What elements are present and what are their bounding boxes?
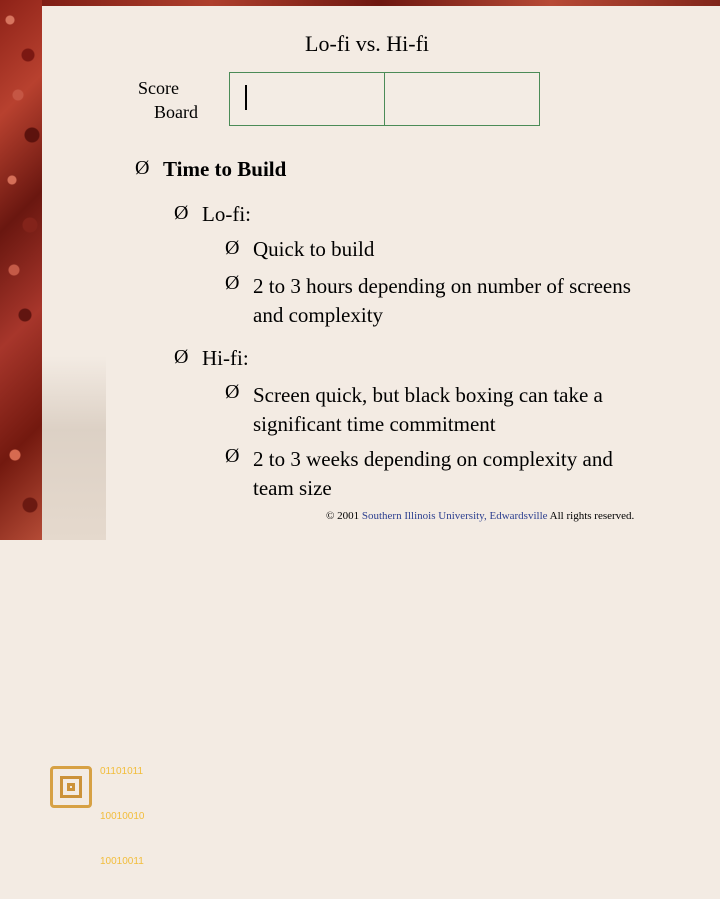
decorative-left-strip [0,0,42,540]
bullet-hifi-weeks-text [253,445,683,503]
bullet-hifi-weeks-line-2: team size [253,476,332,500]
binary-line-2: 10010010 [100,811,145,822]
bullet-lofi-quick-build [225,237,374,262]
decorative-top-strip [42,0,720,6]
footer-university: Southern Illinois University, Edwardsville [361,510,548,522]
score-mark [245,85,247,110]
bullet-lofi-hours-text [253,272,683,330]
bullet-hifi-text: Hi-fi: [202,346,249,370]
arrow-bullet-icon: Ø [225,237,240,259]
score-board-cell-2 [385,73,539,125]
binary-line-3: 10010011 [100,856,144,867]
bullet-hifi-screen-quick-text [253,381,683,439]
score-board-table [229,72,540,126]
bullet-lofi [174,202,251,226]
bullet-lofi-hours [225,272,683,330]
bullet-hifi-weeks-line-1: 2 to 3 weeks depending on complexity and [253,447,613,471]
arrow-bullet-icon: Ø [225,272,240,294]
score-board-cell-1 [230,73,385,125]
arrow-bullet-icon: Ø [225,381,240,403]
binary-pattern [100,734,145,899]
bullet-hifi-screen-quick-line-1: Screen quick, but black boxing can take a [253,383,603,407]
bullet-lofi-hours-line-1: 2 to 3 hours depending on number of screens [253,274,631,298]
score-board-label-line-1: Score [138,78,179,98]
footer-prefix: © 2001 [326,510,360,522]
slide-title: Lo-fi vs. Hi-fi [305,31,430,56]
bullet-hifi-screen-quick-line-2: significant time commitment [253,412,496,436]
bullet-lofi-quick-build-text: Quick to build [253,237,375,261]
footer-suffix: All rights reserved. [549,510,635,522]
bullet-lofi-text: Lo-fi: [202,202,251,226]
arrow-bullet-icon: Ø [174,346,189,368]
bullet-lofi-hours-line-2: and complexity [253,303,384,327]
decorative-left-graphic [42,356,145,867]
bullet-hifi-screen-quick [225,381,683,439]
arrow-bullet-icon: Ø [225,445,240,467]
score-board-label [138,76,198,124]
score-board-label-line-2: Board [154,102,198,122]
arrow-bullet-icon: Ø [135,157,150,179]
copyright-footer [326,509,634,523]
maze-icon [50,766,92,808]
bullet-time-to-build [135,157,286,181]
bullet-hifi [174,346,249,370]
bullet-time-to-build-text: Time to Build [163,157,287,181]
arrow-bullet-icon: Ø [174,202,189,224]
bullet-hifi-weeks [225,445,683,503]
binary-line-1: 01101011 [100,766,144,777]
